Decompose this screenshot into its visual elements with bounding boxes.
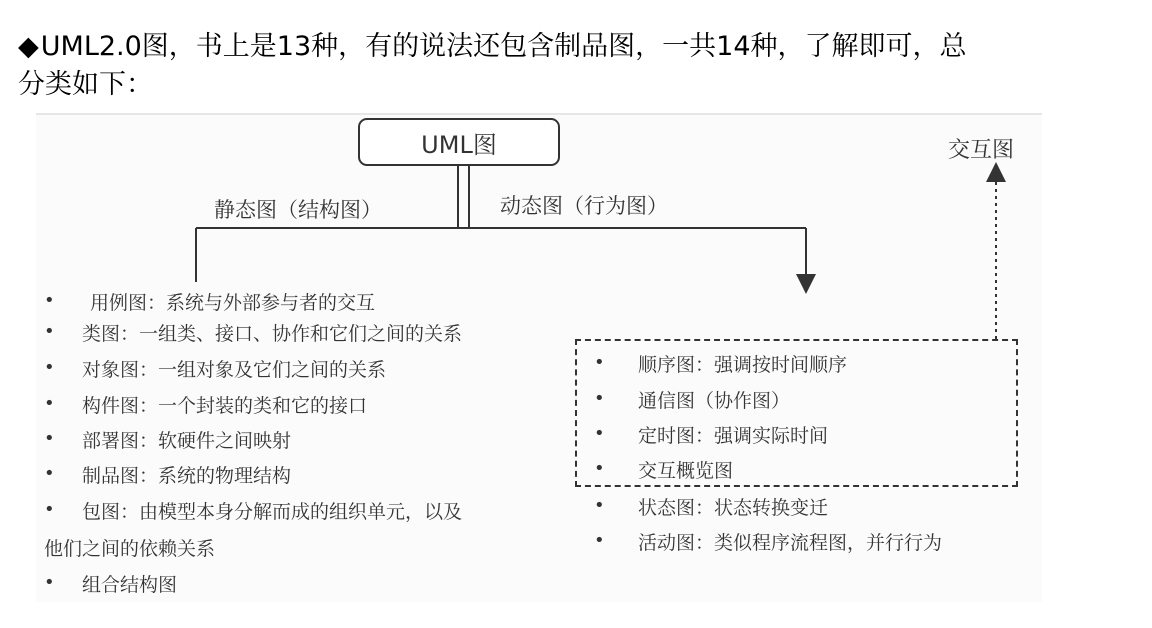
- list-bullet: •: [44, 428, 55, 449]
- static-item-continuation: 他们之间的依赖关系: [44, 538, 216, 560]
- dynamic-item: 交互概览图: [638, 460, 734, 482]
- list-bullet: •: [594, 423, 605, 444]
- static-item: 制品图：系统的物理结构: [82, 465, 292, 487]
- list-bullet: •: [594, 530, 605, 551]
- list-bullet: •: [44, 499, 55, 520]
- dynamic-item: 通信图（协作图）: [638, 390, 791, 412]
- list-bullet: •: [594, 458, 605, 479]
- static-item: 部署图：软硬件之间映射: [82, 430, 292, 452]
- uml-root-box: UML图: [358, 118, 560, 166]
- list-bullet: •: [44, 290, 55, 311]
- static-branch-label: 静态图（结构图）: [214, 198, 382, 222]
- dynamic-item: 活动图：类似程序流程图，并行行为: [638, 532, 943, 554]
- static-item: 组合结构图: [82, 574, 178, 596]
- list-bullet: •: [594, 495, 605, 516]
- static-item: 构件图：一个封装的类和它的接口: [82, 395, 368, 417]
- dynamic-item: 顺序图：强调按时间顺序: [638, 354, 848, 376]
- list-bullet: •: [594, 388, 605, 409]
- list-bullet: •: [44, 393, 55, 414]
- dynamic-item: 定时图：强调实际时间: [638, 425, 829, 447]
- list-bullet: •: [44, 463, 55, 484]
- interaction-label: 交互图: [948, 138, 1015, 163]
- list-bullet: •: [44, 572, 55, 593]
- static-item: 用例图：系统与外部参与者的交互: [90, 292, 376, 314]
- heading-line-1: UML2.0图，书上是13种，有的说法还包含制品图，一共14种，了解即可，总: [40, 31, 967, 62]
- static-item: 包图：由模型本身分解而成的组织单元，以及: [82, 501, 463, 523]
- static-item: 对象图：一组对象及它们之间的关系: [82, 359, 387, 381]
- dynamic-branch-label: 动态图（行为图）: [500, 194, 668, 218]
- static-item: 类图：一组类、接口、协作和它们之间的关系: [82, 323, 463, 345]
- list-bullet: •: [44, 321, 55, 342]
- dynamic-item: 状态图：状态转换变迁: [638, 497, 829, 519]
- list-bullet: •: [44, 357, 55, 378]
- diamond-bullet-icon: ◆: [18, 31, 39, 62]
- list-bullet: •: [594, 352, 605, 373]
- heading-line-2: 分类如下：: [18, 69, 153, 100]
